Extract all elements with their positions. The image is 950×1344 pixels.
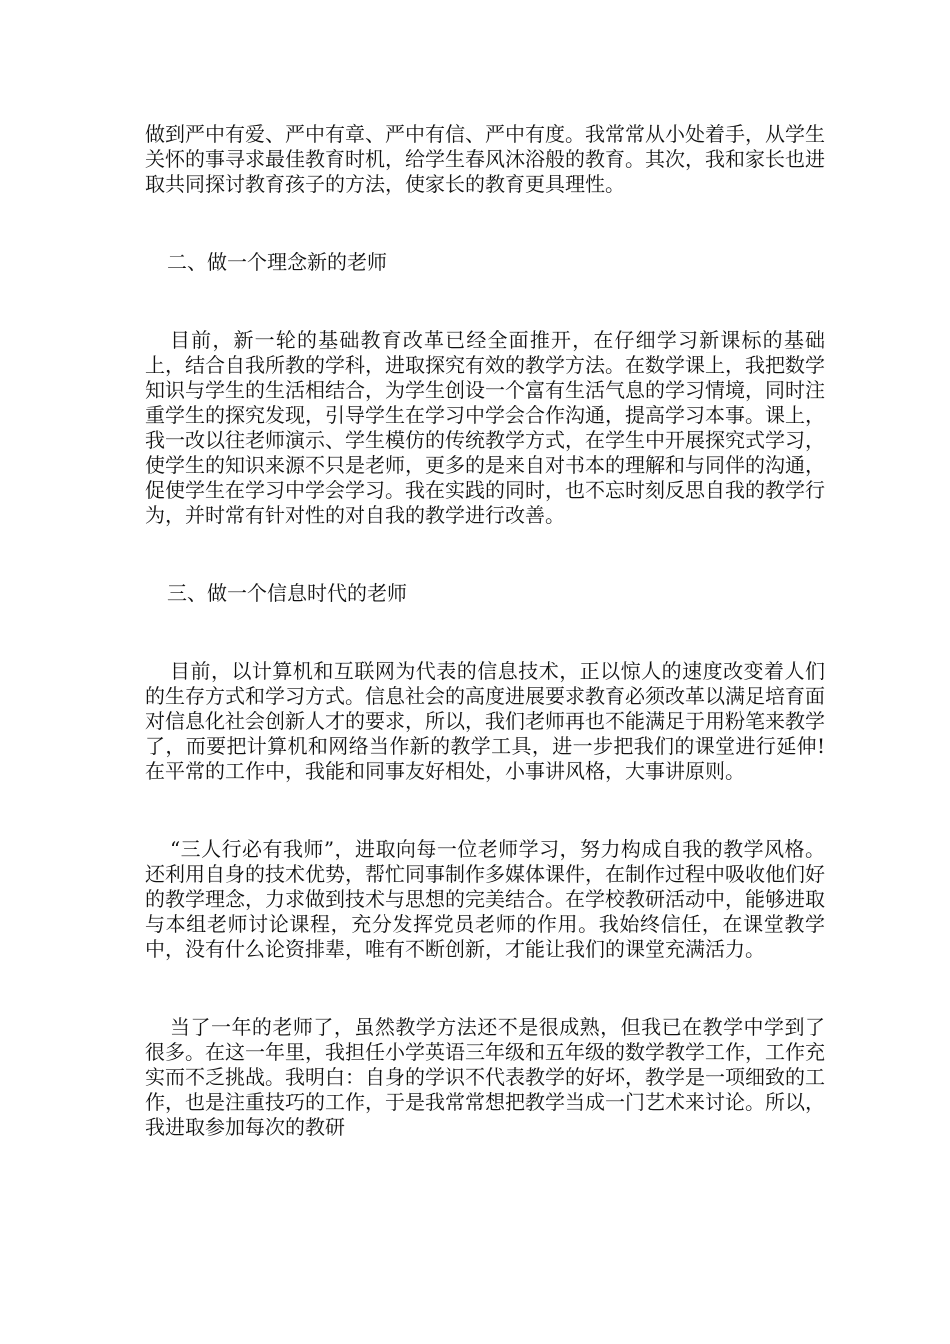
paragraph-reflection: 当了一年的老师了，虽然教学方法还不是很成熟，但我已在教学中学到了很多。在这一年里，我担任小学英语三年级和五年级的数学教学工作，工作充实而不乏挑战。我明白：自身的学识不代表教学的好坏，教学是一项细致的工作，也是注重技巧的工作，于是我常常想把教学当成一门艺术来讨论。所以，我进取参加每次的教研 bbox=[145, 1015, 825, 1139]
spacer bbox=[145, 528, 825, 581]
paragraph-section-3: 目前，以计算机和互联网为代表的信息技术，正以惊人的速度改变着人们的生存方式和学习方式。信息社会的高度进展要求教育必须改革以满足培育面对信息化社会创新人才的要求，所以，我们老师再也不能满足于用粉笔来教学了，而要把计算机和网络当作新的教学工具，进一步把我们的课堂进行延伸!在平常的工作中，我能和同事友好相处，小事讲风格，大事讲原则。 bbox=[145, 659, 825, 783]
spacer bbox=[145, 784, 825, 837]
section-heading-3: 三、做一个信息时代的老师 bbox=[167, 581, 407, 605]
paragraph-intro: 做到严中有爱、严中有章、严中有信、严中有度。我常常从小处着手，从学生关怀的事寻求最佳教育时机，给学生春风沐浴般的教育。其次，我和家长也进取共同探讨教育孩子的方法，使家长的教育更具理性。 bbox=[145, 122, 825, 196]
spacer bbox=[145, 275, 825, 328]
spacer bbox=[145, 197, 825, 250]
paragraph-section-2: 目前，新一轮的基础教育改革已经全面推开，在仔细学习新课标的基础上，结合自我所教的学科，进取探究有效的教学方法。在数学课上，我把数学知识与学生的生活相结合，为学生创设一个富有生活气息的学习情境，同时注重学生的探究发现，引导学生在学习中学会合作沟通，提高学习本事。课上，我一改以往老师演示、学生模仿的传统教学方式，在学生中开展探究式学习，使学生的知识来源不只是老师，更多的是来自对书本的理解和与同伴的沟通，促使学生在学习中学会学习。我在实践的同时，也不忘时刻反思自我的教学行为，并时常有针对性的对自我的教学进行改善。 bbox=[145, 328, 825, 527]
spacer bbox=[145, 606, 825, 659]
document-page bbox=[145, 122, 825, 1140]
spacer bbox=[145, 962, 825, 1015]
section-heading-2: 二、做一个理念新的老师 bbox=[167, 250, 387, 274]
paragraph-teachers: “三人行必有我师”，进取向每一位老师学习，努力构成自我的教学风格。还利用自身的技术优势，帮忙同事制作多媒体课件，在制作过程中吸收他们好的教学理念，力求做到技术与思想的完美结合。在学校教研活动中，能够进取与本组老师讨论课程，充分发挥党员老师的作用。我始终信任，在课堂教学中，没有什么论资排辈，唯有不断创新，才能让我们的课堂充满活力。 bbox=[145, 837, 825, 961]
